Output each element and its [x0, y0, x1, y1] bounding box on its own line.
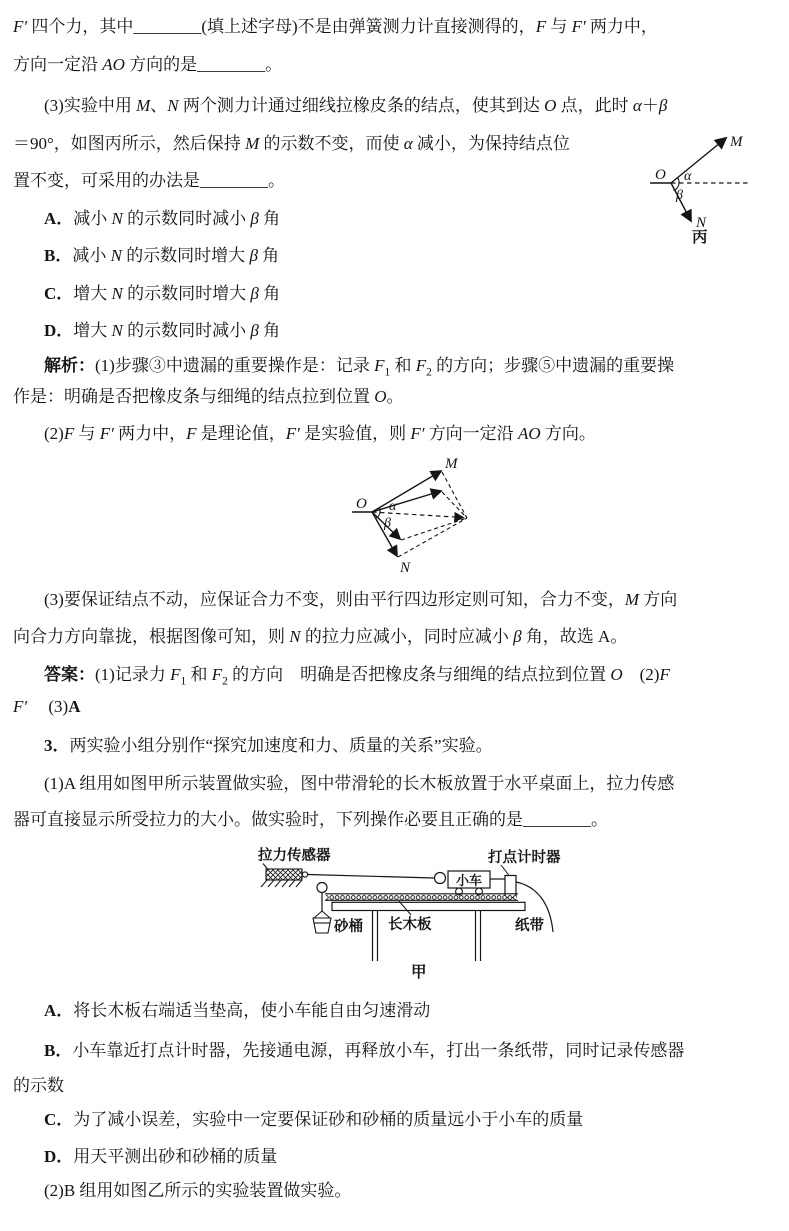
figure-bing	[640, 126, 789, 254]
text-line	[44, 94, 667, 118]
text-segment: O	[544, 96, 557, 115]
text-segment: B．	[44, 246, 73, 265]
text-line	[44, 772, 674, 796]
text-line	[13, 169, 285, 193]
sand-bucket	[313, 911, 331, 933]
text-segment: 方向。	[540, 424, 596, 443]
text-segment: F′	[99, 424, 114, 443]
text-segment: 方向一定沿	[13, 55, 103, 74]
text-segment: α	[403, 134, 413, 153]
text-segment: 方向的是________。	[124, 55, 283, 74]
text-segment: 增大	[73, 284, 112, 303]
text-segment: (2)	[622, 665, 660, 684]
text-segment: 四个力，其中________(填上述字母)不是由弹簧测力计直接测得的，	[27, 17, 536, 36]
parallelogram-side	[442, 492, 467, 518]
text-segment: 的示数不变，而使	[259, 134, 404, 153]
bucket-label: 砂桶	[334, 919, 363, 935]
text-segment: (2)B 组用如图乙所示的实验装置做实验。	[44, 1181, 352, 1200]
vector-m-label: M	[445, 456, 458, 472]
text-segment: 的方向；步骤⑤中遗漏的重要操	[431, 356, 675, 375]
text-line	[44, 1145, 277, 1169]
sensor-hook	[302, 872, 307, 877]
text-segment: 两力中，	[113, 424, 187, 443]
text-line	[44, 354, 674, 384]
text-segment: 点，此时	[556, 96, 633, 115]
text-line	[44, 422, 596, 446]
angle-alpha-label: α	[389, 499, 397, 514]
text-line	[13, 1074, 64, 1098]
text-segment: (3)要保证结点不动，应保证合力不变，则由平行四边形定则可知，合力不变，	[44, 590, 625, 609]
text-segment: (1)A 组用如图甲所示装置做实验，图中带滑轮的长木板放置于水平桌面上，拉力传感	[44, 774, 675, 793]
text-segment: A	[68, 697, 81, 716]
vector-m	[372, 471, 441, 512]
text-segment: M	[624, 590, 639, 609]
point-o-label: O	[655, 167, 666, 183]
text-segment: β	[250, 284, 259, 303]
text-segment: 与	[74, 424, 100, 443]
text-segment: 两力中，	[585, 17, 658, 36]
text-line	[44, 1039, 684, 1063]
timer-pointer	[501, 865, 509, 876]
text-segment: F	[659, 665, 670, 684]
text-line	[13, 385, 404, 409]
force-sensor-body	[266, 869, 302, 880]
text-segment: 和	[390, 356, 416, 375]
point-o-label: O	[356, 496, 367, 512]
text-segment: C．	[44, 284, 74, 303]
text-segment: O	[610, 665, 623, 684]
sensor-mount-tick	[263, 864, 268, 870]
text-line	[13, 808, 608, 832]
board-roller-texture	[326, 895, 516, 900]
text-segment: N	[111, 321, 123, 340]
text-line	[44, 207, 280, 231]
text-line	[44, 282, 280, 306]
text-segment: 为了减小误差，实验中一定要保证砂和砂桶的质量远小于小车的质量	[73, 1110, 584, 1129]
text-segment: F	[63, 424, 75, 443]
text-line	[44, 1108, 583, 1132]
text-line	[13, 695, 80, 719]
angle-alpha-arc	[678, 178, 680, 184]
text-segment: M	[245, 134, 260, 153]
text-segment: 两实验小组分别作“探究加速度和力、质量的关系”实验。	[69, 736, 493, 755]
text-segment: D．	[44, 1147, 74, 1166]
text-segment: 的示数	[13, 1076, 64, 1095]
text-segment: 答案：	[44, 665, 95, 684]
text-segment: N	[289, 627, 301, 646]
text-segment: F′	[410, 424, 425, 443]
text-segment: 减小	[73, 209, 112, 228]
string-sensor-to-cart	[308, 875, 435, 879]
text-segment: (1)步骤③中遗漏的重要操作是：记录	[95, 356, 375, 375]
angle-beta-label: β	[676, 188, 683, 203]
text-segment: F	[186, 424, 197, 443]
figure-parallelogram	[336, 454, 516, 586]
text-segment: 的示数同时减小	[122, 321, 251, 340]
text-segment: 置不变，可采用的办法是________。	[13, 171, 285, 190]
text-segment: β	[249, 246, 258, 265]
vector-n-label: N	[696, 215, 707, 231]
text-segment: ＝90°，如图丙所示，然后保持	[13, 134, 246, 153]
text-line	[44, 663, 670, 693]
text-segment: F′	[571, 17, 586, 36]
text-segment: A．	[44, 209, 74, 228]
cart-label: 小车	[455, 873, 483, 888]
text-segment: 的拉力应减小，同时应减小	[300, 627, 514, 646]
text-segment: 的示数同时减小	[122, 209, 251, 228]
text-segment: 的方向 明确是否把橡皮条与细绳的结点拉到位置	[227, 665, 611, 684]
text-segment: D．	[44, 321, 74, 340]
cart-pulley	[435, 873, 446, 884]
text-segment: M	[136, 96, 151, 115]
text-segment: F′	[13, 697, 28, 716]
angle-alpha-label: α	[684, 169, 692, 184]
text-segment: C．	[44, 1110, 74, 1129]
text-segment: 。	[386, 387, 404, 406]
vector-n-label: N	[400, 560, 411, 576]
vector-m-new	[372, 491, 441, 512]
text-segment: AO	[102, 55, 125, 74]
text-line	[13, 15, 658, 39]
text-segment: β	[658, 96, 668, 115]
text-segment: β	[513, 627, 522, 646]
text-segment: B．	[44, 1041, 73, 1060]
text-segment: 的示数同时增大	[121, 246, 250, 265]
text-line	[44, 319, 280, 343]
text-segment: F	[415, 356, 427, 375]
text-line	[13, 132, 570, 156]
text-segment: F′	[285, 424, 300, 443]
text-segment: (3)	[27, 697, 69, 716]
text-segment: N	[111, 209, 123, 228]
text-segment: (1)记录力	[95, 665, 171, 684]
figure-caption: 甲	[411, 964, 427, 981]
text-segment: 器可直接显示所受拉力的大小。做实验时，下列操作必要且正确的是________。	[13, 810, 608, 829]
board-label: 长木板	[388, 917, 432, 933]
text-line	[44, 734, 493, 758]
text-line	[13, 625, 627, 649]
text-segment: 角	[258, 209, 281, 228]
text-segment: 与	[546, 17, 572, 36]
text-segment: N	[111, 284, 123, 303]
text-segment: 解析：	[44, 356, 95, 375]
table-top	[332, 902, 525, 910]
text-line	[44, 1179, 351, 1203]
text-segment: 方向一定沿	[424, 424, 518, 443]
text-segment: 角，故选 A。	[521, 627, 628, 646]
text-segment: β	[250, 321, 259, 340]
text-segment: 两个测力计通过细线拉橡皮条的结点，使其到达	[178, 96, 545, 115]
text-segment: 1	[384, 366, 391, 379]
text-segment: β	[250, 209, 259, 228]
text-segment: 、	[150, 96, 168, 115]
text-segment: 角	[258, 284, 281, 303]
text-line	[13, 53, 282, 77]
text-segment: (3)实验中用	[44, 96, 137, 115]
vector-m-label: M	[730, 134, 743, 150]
text-segment: 的示数同时增大	[122, 284, 251, 303]
figure-caption: 丙	[692, 229, 708, 246]
text-segment: 角	[257, 246, 280, 265]
text-segment: 2	[426, 366, 432, 379]
board-pulley	[317, 883, 327, 893]
ground-hatching	[261, 880, 302, 887]
text-segment: 用天平测出砂和砂桶的质量	[73, 1147, 278, 1166]
text-segment: F	[170, 665, 181, 684]
figure-apparatus-jia	[248, 840, 583, 984]
angle-beta-label: β	[384, 516, 391, 531]
text-segment: A．	[44, 1001, 74, 1020]
text-segment: 将长木板右端适当垫高，使小车能自由匀速滑动	[73, 1001, 431, 1020]
angle-alpha-arc	[380, 508, 381, 513]
text-segment: 3．	[44, 736, 70, 755]
text-segment: N	[167, 96, 179, 115]
text-segment: AO	[517, 424, 541, 443]
text-segment: F′	[13, 17, 28, 36]
text-segment: 减小，为保持结点位	[412, 134, 570, 153]
text-segment: O	[374, 387, 387, 406]
text-segment: α	[632, 96, 642, 115]
text-segment: N	[110, 246, 122, 265]
text-segment: 是理论值，	[196, 424, 286, 443]
parallelogram-side	[442, 472, 467, 518]
text-segment: ＋	[641, 96, 659, 115]
text-line	[44, 999, 430, 1023]
text-line	[44, 244, 279, 268]
text-segment: 1	[180, 675, 187, 688]
text-segment: F	[535, 17, 547, 36]
force-sensor-label: 拉力传感器	[258, 848, 331, 864]
text-segment: F	[211, 665, 223, 684]
text-segment: 和	[186, 665, 212, 684]
text-segment: F	[374, 356, 385, 375]
text-line	[44, 588, 677, 612]
parallelogram-side	[401, 518, 467, 540]
tape-label: 纸带	[515, 918, 544, 934]
text-segment: 方向	[639, 590, 678, 609]
text-segment: 角	[258, 321, 281, 340]
text-segment: 是实验值，则	[299, 424, 411, 443]
timer-label: 打点计时器	[488, 850, 561, 866]
text-segment: 小车靠近打点计时器，先接通电源，再释放小车，打出一条纸带，同时记录传感器	[72, 1041, 685, 1060]
text-segment: 减小	[72, 246, 111, 265]
text-segment: 2	[222, 675, 228, 688]
text-segment: (2)	[44, 424, 64, 443]
vector-m	[671, 138, 726, 183]
text-segment: 向合力方向靠拢，根据图像可知，则	[13, 627, 290, 646]
text-segment: 增大	[73, 321, 112, 340]
text-segment: 作是：明确是否把橡皮条与细绳的结点拉到位置	[13, 387, 375, 406]
